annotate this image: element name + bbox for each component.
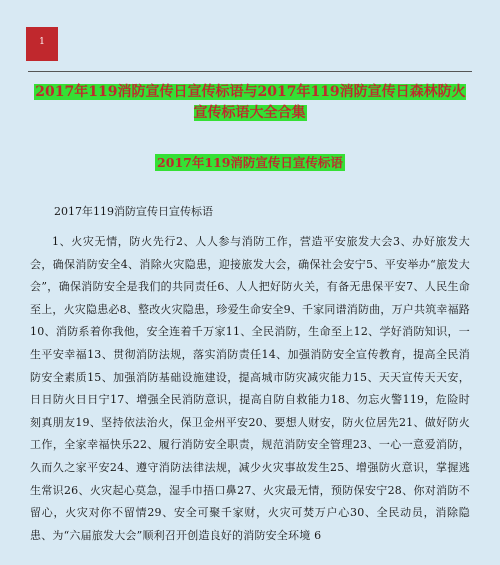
- section-heading-block: [0, 152, 500, 171]
- header-divider: [28, 71, 472, 72]
- body-paragraph: 1、火灾无情，防火先行2、人人参与消防工作，营造平安旅发大会3、办好旅发大会，确保消防安全4、消除火灾隐患，迎接旅发大会，确保社会安宁5、平安举办“旅发大会”，确保消防安全是我们的共同责任6、人人把好防火关，有备无患保平安7、人民生命至上，火灾隐患必8、整改火灾隐患，珍爱生命安全9、千家同谱消防曲，万户共筑幸福路10、消防系着你我他，安全连着千万家11、全民消防，生命至上12、学好消防知识，一生平安幸福13、贯彻消防法规，落实消防责任14、加强消防安全宣传教育，提高全民消防安全素质15、加强消防基础设施建设，提高城市防灾减灾能力15、天天宣传天天安，日日防火日日宁17、增强全民消防意识，提高自防自救能力18、勿忘火警119，危险时刻真朋友19、坚持依法治火，保卫金州平安20、要想人财安，防火位居先21、做好防火工作，全家幸福快乐22、履行消防安全职责，规范消防安全管理23、一心一意爱消防，久而久之家平安24、遵守消防法律法规，减少火灾事故发生25、增强防火意识，掌握逃生常识26、火灾起心莫急，湿手巾捂口鼻27、火灾最无情，预防保安宁28、你对消防不留心，火灾对你不留情29、安全可聚千家财，火灾可焚万户心30、全民动员，消除隐患、为“六届旅发大会”顺利召开创造良好的消防安全环境 6: [30, 235, 470, 542]
- page-number-badge: [26, 27, 58, 61]
- section-heading: 2017年119消防宣传日宣传标语: [157, 155, 343, 170]
- document-title: 2017年119消防宣传日宣传标语与2017年119消防宣传日森林防火宣传标语大全合集: [35, 84, 466, 121]
- intro-line: 2017年119消防宣传日宣传标语: [54, 205, 213, 218]
- page-number: 1: [39, 37, 45, 47]
- document-title-block: [32, 81, 468, 123]
